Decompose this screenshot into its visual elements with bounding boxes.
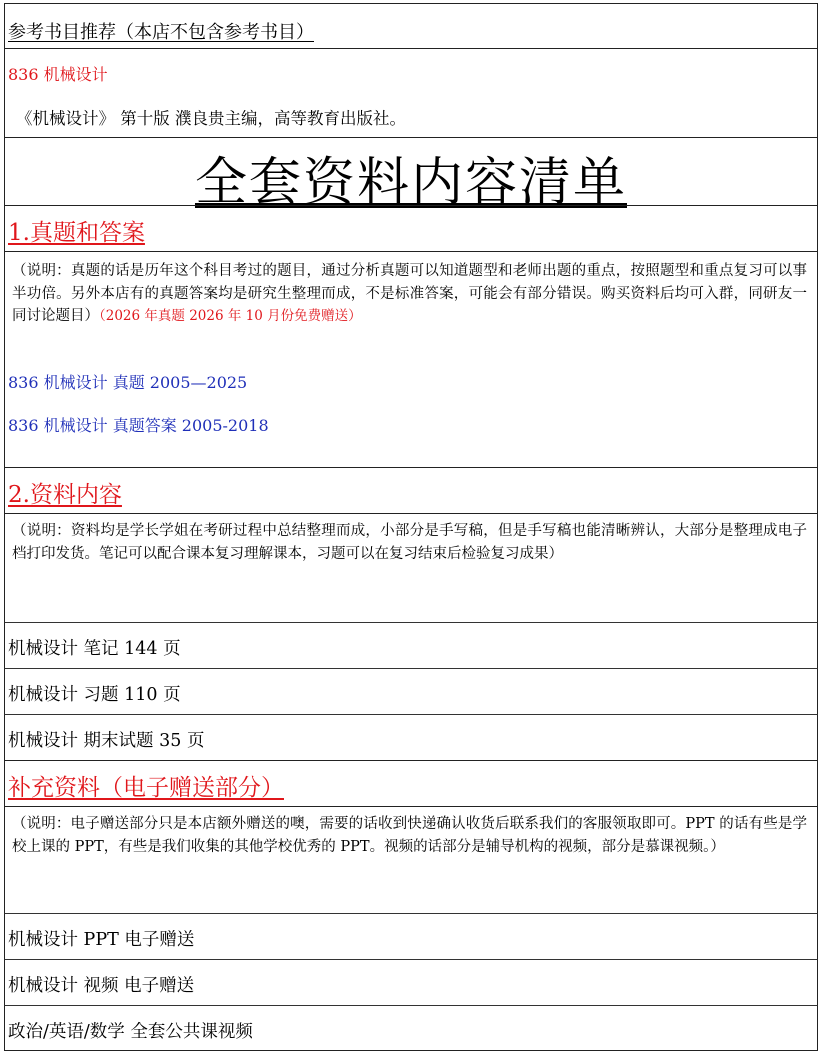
section1-heading-row xyxy=(4,205,818,251)
section1-heading: 1.真题和答案 xyxy=(8,220,145,246)
document-table xyxy=(4,3,818,1051)
section2-heading: 2.资料内容 xyxy=(8,482,122,508)
section2-note-row xyxy=(4,513,818,622)
list-item xyxy=(4,959,818,1005)
public-course-item: 政治/英语/数学 全套公共课视频 xyxy=(8,1022,253,1042)
exam-item: 836 机械设计 真题 2005—2025 xyxy=(8,373,248,392)
section1-body xyxy=(4,251,818,467)
section3-note: （说明：电子赠送部分只是本店额外赠送的噢，需要的话收到快递确认收货后联系我们的客服领取即可。PPT 的话有些是学校上课的 PPT，有些是我们收集的其他学校优秀的 PPT。视频的话部分是辅导机构的视频，部分是慕课视频。） xyxy=(12,816,807,855)
reference-header: 参考书目推荐（本店不包含参考书目） xyxy=(8,22,314,43)
section1-highlight: （2026 年真题 2026 年 10 月份免费赠送） xyxy=(99,308,362,324)
list-item xyxy=(4,1005,818,1051)
section2-note: （说明：资料均是学长学姐在考研过程中总结整理而成，小部分是手写稿，但是手写稿也能清晰辨认，大部分是整理成电子档打印发货。笔记可以配合课本复习理解课本，习题可以在复习结束后检验复习成果） xyxy=(12,523,807,562)
reference-header-row xyxy=(4,3,818,48)
section1-note: （说明：真题的话是历年这个科目考过的题目，通过分析真题可以知道题型和老师出题的重点，按照题型和重点复习可以事半功倍。另外本店有的真题答案均是研究生整理而成，不是标准答案，可能会有部分错误。购买资料后均可入群，同研友一同讨论题目）（2026 年真题 2026 年 10 月份免费赠送） xyxy=(12,263,807,324)
ppt-item: 机械设计 PPT 电子赠送 xyxy=(8,930,195,950)
answer-item: 836 机械设计 真题答案 2005-2018 xyxy=(8,416,269,435)
page-title: 全套资料内容清单 xyxy=(194,153,627,213)
list-item xyxy=(4,714,818,760)
reference-book-row xyxy=(4,48,818,137)
final-exam-item: 机械设计 期末试题 35 页 xyxy=(8,731,205,751)
section2-heading-row xyxy=(4,467,818,513)
list-item xyxy=(4,913,818,959)
notes-item: 机械设计 笔记 144 页 xyxy=(8,639,181,659)
list-item xyxy=(4,622,818,668)
section3-heading: 补充资料（电子赠送部分） xyxy=(8,775,284,801)
course-code: 836 机械设计 xyxy=(8,65,108,84)
section3-heading-row xyxy=(4,760,818,806)
list-item xyxy=(4,668,818,714)
section3-note-row xyxy=(4,806,818,913)
exercises-item: 机械设计 习题 110 页 xyxy=(8,685,181,705)
title-row xyxy=(4,137,818,213)
video-item: 机械设计 视频 电子赠送 xyxy=(8,976,195,996)
reference-book: 《机械设计》 第十版 濮良贵主编，高等教育出版社。 xyxy=(16,109,406,128)
